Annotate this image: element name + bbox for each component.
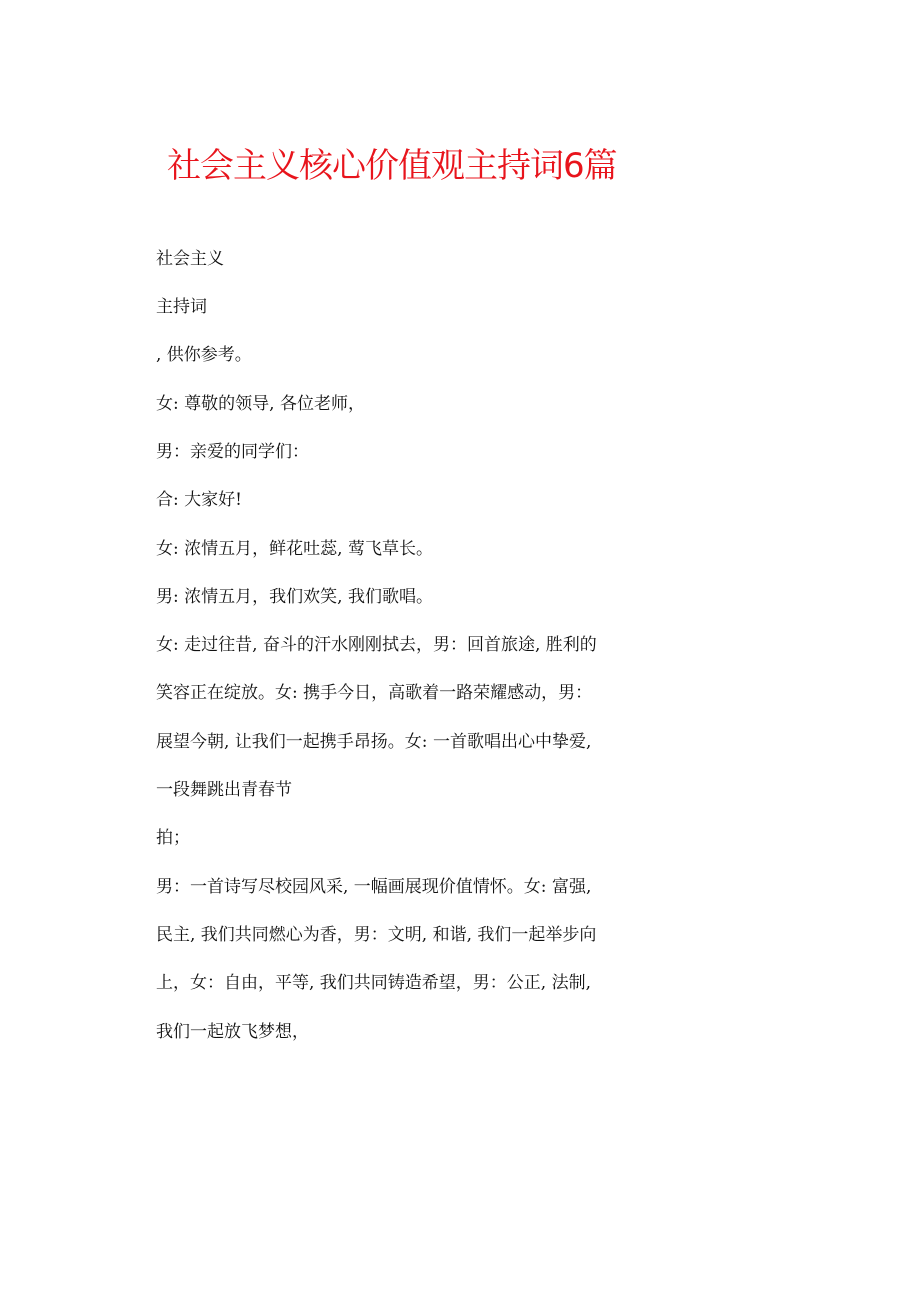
- body-line: 我们一起放飞梦想，: [156, 1022, 309, 1042]
- document-title: 社会主义核心价值观主持词6篇: [167, 146, 617, 186]
- body-line: 民主, 我们共同燃心为香，男：文明, 和谐, 我们一起举步向: [156, 925, 597, 945]
- body-line: 女: 尊敬的领导, 各位老师，: [156, 394, 365, 414]
- body-line: 合: 大家好!: [156, 490, 242, 510]
- body-line: 一段舞跳出青春节: [156, 780, 292, 800]
- body-line: 男：一首诗写尽校园风采, 一幅画展现价值情怀。女: 富强,: [156, 877, 592, 897]
- body-line: 笑容正在绽放。女: 携手今日，高歌着一路荣耀感动，男：: [156, 683, 593, 703]
- body-line: , 供你参考。: [156, 345, 252, 365]
- body-line: 男: 浓情五月，我们欢笑, 我们歌唱。: [156, 587, 433, 607]
- body-line: 上，女：自由，平等, 我们共同铸造希望，男：公正, 法制,: [156, 973, 592, 993]
- body-line: 女: 浓情五月，鲜花吐蕊, 莺飞草长。: [156, 539, 433, 559]
- body-line: 拍；: [156, 828, 190, 848]
- body-line: 女: 走过往昔, 奋斗的汗水刚刚拭去，男：回首旅途, 胜利的: [156, 635, 597, 655]
- body-line: 展望今朝, 让我们一起携手昂扬。女: 一首歌唱出心中挚爱,: [156, 732, 592, 752]
- body-line: 社会主义: [156, 249, 224, 269]
- body-line: 男：亲爱的同学们：: [156, 442, 309, 462]
- body-line: 主持词: [156, 297, 207, 317]
